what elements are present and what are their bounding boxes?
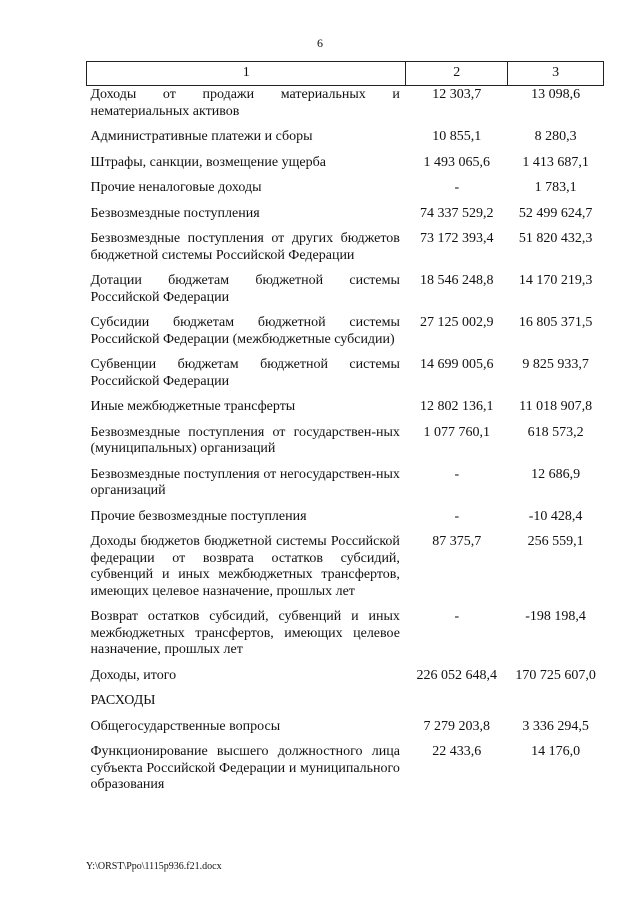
value-col2: 12 303,7 bbox=[432, 87, 482, 102]
value-col2 bbox=[406, 688, 508, 714]
value-col3: -198 198,4 bbox=[525, 609, 586, 624]
table-row bbox=[87, 86, 604, 125]
row-label: Субвенции бюджетам бюджетной системы Российской Федерации bbox=[90, 357, 400, 389]
value-col3: 170 725 607,0 bbox=[515, 667, 596, 683]
file-path-footer: Y:\ORST\Ppo\1115p936.f21.docx bbox=[86, 861, 222, 872]
value-col2: 10 855,1 bbox=[432, 129, 482, 144]
value-col2: 27 125 002,9 bbox=[420, 315, 494, 330]
table-row bbox=[87, 420, 604, 462]
value-col2: 87 375,7 bbox=[432, 534, 482, 549]
column-header-3: 3 bbox=[508, 62, 604, 86]
value-col2: 73 172 393,4 bbox=[420, 231, 494, 246]
budget-table bbox=[86, 61, 604, 798]
value-col2: - bbox=[454, 466, 460, 482]
column-header-2: 2 bbox=[406, 62, 508, 86]
row-label: Иные межбюджетные трансферты bbox=[90, 399, 296, 414]
row-label: Возврат остатков субсидий, субвенций и иных межбюджетных трансфертов, имеющих целевое назначение, прошлых лет bbox=[90, 609, 400, 657]
table-row bbox=[87, 352, 604, 394]
table-row bbox=[87, 175, 604, 201]
value-col3: 16 805 371,5 bbox=[518, 315, 593, 330]
table-row bbox=[87, 150, 604, 176]
value-col2: 1 077 760,1 bbox=[423, 424, 491, 440]
value-col3: 14 170 219,3 bbox=[518, 273, 593, 288]
value-col2: - bbox=[454, 180, 460, 195]
row-label: Прочие безвозмездные поступления bbox=[90, 508, 307, 524]
row-label: Административные платежи и сборы bbox=[90, 129, 313, 144]
value-col2: 12 802 136,1 bbox=[420, 399, 494, 414]
row-label: Субсидии бюджетам бюджетной системы Российской Федерации (межбюджетные субсидии) bbox=[90, 315, 400, 347]
value-col3: 8 280,3 bbox=[534, 129, 577, 144]
table-row bbox=[87, 604, 604, 663]
row-label: Безвозмездные поступления от негосударствен-ных организаций bbox=[90, 466, 400, 498]
value-col3: 12 686,9 bbox=[531, 466, 581, 482]
row-label: Доходы от продажи материальных и нематериальных активов bbox=[90, 87, 400, 119]
value-col3: 14 176,0 bbox=[531, 744, 581, 759]
value-col2: 7 279 203,8 bbox=[423, 718, 491, 734]
row-label: Безвозмездные поступления от государствен-ных (муниципальных) организаций bbox=[90, 424, 400, 456]
table-row bbox=[87, 394, 604, 420]
row-label: РАСХОДЫ bbox=[90, 693, 156, 708]
value-col2: - bbox=[454, 609, 460, 624]
value-col2: 1 493 065,6 bbox=[423, 154, 491, 170]
table-row bbox=[87, 462, 604, 504]
value-col2: 14 699 005,6 bbox=[420, 357, 494, 372]
row-label: Функционирование высшего должностного лица субъекта Российской Федерации и муниципального образования bbox=[90, 744, 400, 792]
table-row bbox=[87, 201, 604, 227]
table-row bbox=[87, 504, 604, 530]
table-header-row bbox=[87, 62, 604, 86]
row-label: Прочие неналоговые доходы bbox=[90, 180, 262, 195]
table-row bbox=[87, 124, 604, 150]
row-label: Доходы, итого bbox=[90, 667, 177, 683]
value-col3: 3 336 294,5 bbox=[522, 718, 589, 734]
table-row bbox=[87, 714, 604, 740]
row-label: Общегосударственные вопросы bbox=[90, 718, 281, 734]
value-col3: 256 559,1 bbox=[527, 534, 584, 549]
table-row bbox=[87, 268, 604, 310]
value-col3: -10 428,4 bbox=[528, 508, 583, 524]
row-label: Безвозмездные поступления от других бюджетов бюджетной системы Российской Федерации bbox=[90, 231, 400, 263]
table-row bbox=[87, 688, 604, 714]
table-row bbox=[87, 739, 604, 798]
value-col3: 13 098,6 bbox=[531, 87, 581, 102]
value-col3 bbox=[508, 688, 604, 714]
page-number: 6 bbox=[317, 36, 323, 50]
value-col3: 11 018 907,8 bbox=[519, 399, 593, 414]
row-label: Штрафы, санкции, возмещение ущерба bbox=[90, 154, 326, 170]
table-row bbox=[87, 663, 604, 689]
value-col2: 74 337 529,2 bbox=[420, 205, 494, 221]
value-col3: 51 820 432,3 bbox=[518, 231, 593, 246]
value-col3: 618 573,2 bbox=[527, 424, 584, 440]
value-col2: 18 546 248,8 bbox=[420, 273, 494, 288]
value-col3: 1 783,1 bbox=[534, 180, 577, 195]
row-label: Дотации бюджетам бюджетной системы Российской Федерации bbox=[90, 273, 400, 305]
value-col2: 22 433,6 bbox=[432, 744, 482, 759]
column-header-1: 1 bbox=[87, 62, 406, 86]
table-row bbox=[87, 310, 604, 352]
row-label: Доходы бюджетов бюджетной системы Российской федерации от возврата остатков субсидий, субвенций и иных межбюджетных трансфертов, имеющих целевое назначение, прошлых лет bbox=[90, 534, 400, 599]
value-col3: 1 413 687,1 bbox=[522, 154, 589, 170]
value-col3: 52 499 624,7 bbox=[518, 205, 593, 221]
value-col3: 9 825 933,7 bbox=[522, 357, 589, 372]
value-col2: - bbox=[454, 508, 460, 524]
table-row bbox=[87, 226, 604, 268]
row-label: Безвозмездные поступления bbox=[90, 205, 260, 221]
table-row bbox=[87, 529, 604, 604]
value-col2: 226 052 648,4 bbox=[416, 667, 498, 683]
